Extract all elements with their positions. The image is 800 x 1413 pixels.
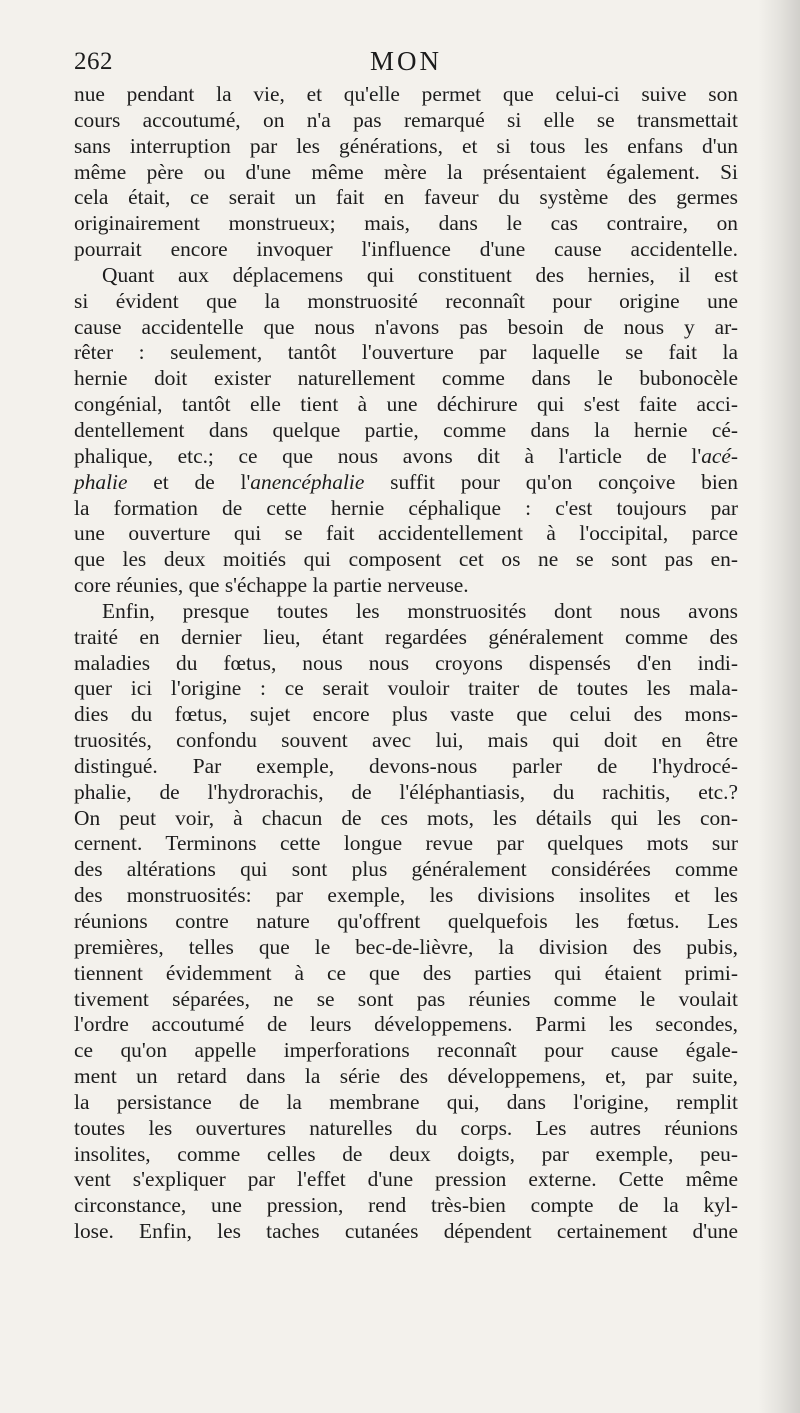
running-head <box>74 38 738 82</box>
text-line: insolites, comme celles de deux doigts, par exemple, peu- <box>74 1141 738 1166</box>
text-line: traité en dernier lieu, étant regardées généralement comme des <box>74 624 738 649</box>
text-line: ment un retard dans la série des développemens, et, par suite, <box>74 1064 738 1089</box>
text-line: cernent. Terminons cette longue revue par quelques mots sur <box>74 831 738 856</box>
text-line: hernie doit exister naturellement comme dans le bubonocèle <box>74 366 738 391</box>
running-head-word: MON <box>370 46 443 76</box>
text-line-with-italic <box>74 470 738 496</box>
text-line: rêter : seulement, tantôt l'ouverture par laquelle se fait la <box>74 340 738 365</box>
text-run: et de l' <box>127 469 251 494</box>
text-line: l'ordre accoutumé de leurs développemens. Parmi les secondes, <box>74 1012 738 1037</box>
italic-term: anencéphalie <box>250 469 365 494</box>
text-line-with-italic <box>74 444 738 470</box>
text-line: On peut voir, à chacun de ces mots, les détails qui les con- <box>74 805 738 830</box>
paragraph-3 <box>74 599 738 1245</box>
text-line: des monstruosités: par exemple, les divisions insolites et les <box>74 883 738 908</box>
body-text <box>74 82 738 1245</box>
text-run: phalique, etc.; ce que nous avons dit à l'article de l' <box>74 443 702 468</box>
text-line: sans interruption par les générations, et si tous les enfans d'un <box>74 133 738 158</box>
text-line: maladies du fœtus, nous nous croyons dispensés d'en indi- <box>74 650 738 675</box>
text-line: la persistance de la membrane qui, dans l'origine, remplit <box>74 1089 738 1114</box>
text-line: toutes les ouvertures naturelles du corps. Les autres réunions <box>74 1115 738 1140</box>
text-line: une ouverture qui se fait accidentellement à l'occipital, parce <box>74 521 738 546</box>
text-line: cela était, ce serait un fait en faveur du système des germes <box>74 185 738 210</box>
text-line: quer ici l'origine : ce serait vouloir traiter de toutes les mala- <box>74 676 738 701</box>
text-line: pourrait encore invoquer l'influence d'une cause accidentelle. <box>74 237 738 262</box>
text-line: que les deux moitiés qui composent cet os ne se sont pas en- <box>74 547 738 572</box>
text-line: si évident que la monstruosité reconnaît pour origine une <box>74 288 738 313</box>
text-line: lose. Enfin, les taches cutanées dépendent certainement d'une <box>74 1219 738 1244</box>
text-line: nue pendant la vie, et qu'elle permet que celui-ci suive son <box>74 82 738 106</box>
text-line: Enfin, presque toutes les monstruosités dont nous avons <box>102 598 738 623</box>
text-line: core réunies, que s'échappe la partie nerveuse. <box>74 573 469 598</box>
text-line: tivement séparées, ne se sont pas réunies comme le voulait <box>74 986 738 1011</box>
text-line: tiennent évidemment à ce que des parties qui étaient primi- <box>74 960 738 985</box>
text-line: premières, telles que le bec-de-lièvre, la division des pubis, <box>74 934 738 959</box>
text-line: circonstance, une pression, rend très-bien compte de la kyl- <box>74 1193 738 1218</box>
text-line: réunions contre nature qu'offrent quelquefois les fœtus. Les <box>74 909 738 933</box>
italic-term: acé- <box>701 443 738 468</box>
text-run: suffit pour qu'on conçoive bien <box>364 469 738 494</box>
text-line: cours accoutumé, on n'a pas remarqué si elle se transmettait <box>74 107 738 132</box>
text-line: phalie, de l'hydrorachis, de l'éléphantiasis, du rachitis, etc.? <box>74 779 738 804</box>
text-line: vent s'expliquer par l'effet d'une pression externe. Cette même <box>74 1167 738 1192</box>
text-line: ce qu'on appelle imperforations reconnaît pour cause égale- <box>74 1038 738 1063</box>
text-line: dies du fœtus, sujet encore plus vaste que celui des mons- <box>74 702 738 727</box>
page-number: 262 <box>74 48 113 75</box>
text-line: cause accidentelle que nous n'avons pas besoin de nous y ar- <box>74 314 738 339</box>
text-line: truosités, confondu souvent avec lui, mais qui doit en être <box>74 728 738 753</box>
paragraph-1 <box>74 82 738 263</box>
text-line: distingué. Par exemple, devons-nous parler de l'hydrocé- <box>74 753 738 778</box>
text-line: même père ou d'une même mère la présentaient également. Si <box>74 159 738 184</box>
italic-term: phalie <box>74 469 128 494</box>
text-line: des altérations qui sont plus généralement considérées comme <box>74 857 738 882</box>
text-line: originairement monstrueux; mais, dans le cas contraire, on <box>74 211 738 236</box>
spine-shadow <box>758 0 800 1413</box>
text-line: Quant aux déplacemens qui constituent des hernies, il est <box>102 262 738 287</box>
text-line: dentellement dans quelque partie, comme dans la hernie cé- <box>74 417 738 442</box>
paragraph-2 <box>74 263 738 599</box>
text-line: la formation de cette hernie céphalique : c'est toujours par <box>74 495 738 520</box>
text-line: congénial, tantôt elle tient à une déchirure qui s'est faite acci- <box>74 392 738 417</box>
